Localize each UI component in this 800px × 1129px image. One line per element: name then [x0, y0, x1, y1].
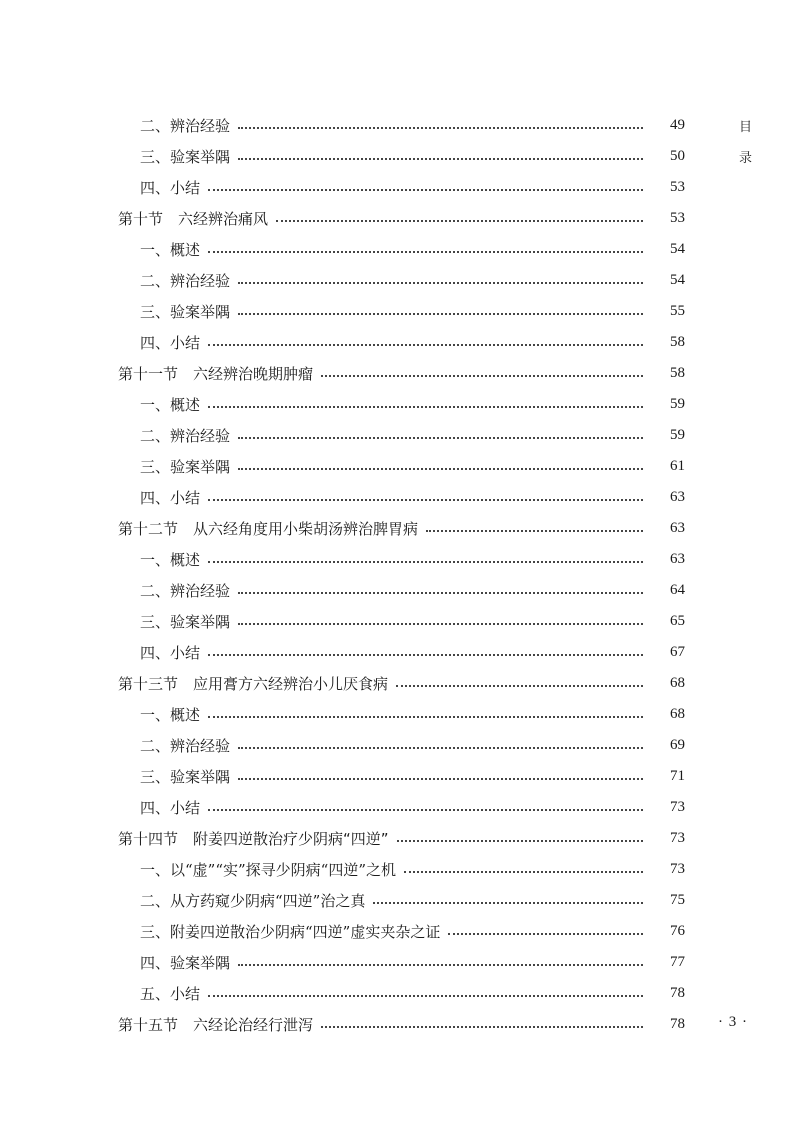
toc-entry-title: 三、验案举隅 — [140, 768, 231, 786]
dot-leader — [208, 344, 643, 346]
toc-entry-page: 54 — [670, 272, 685, 288]
dot-leader — [396, 685, 643, 687]
dot-leader — [208, 251, 643, 253]
toc-entry-title: 一、概述 — [140, 706, 201, 724]
toc-entry-page: 58 — [670, 365, 685, 381]
toc-entry-page: 68 — [670, 675, 685, 691]
toc-section-entry — [0, 823, 800, 854]
toc-entry-page: 63 — [670, 489, 685, 505]
toc-subsection-entry — [0, 606, 800, 637]
dot-leader — [397, 840, 643, 842]
dot-leader — [238, 158, 643, 160]
toc-subsection-entry — [0, 978, 800, 1009]
dot-leader — [404, 871, 643, 873]
toc-entry-page: 54 — [670, 241, 685, 257]
toc-entry-title: 二、辨治经验 — [140, 737, 231, 755]
toc-entry-title: 三、附姜四逆散治少阴病“四逆”虚实夹杂之证 — [140, 923, 441, 941]
toc-entry-title: 第十四节 附姜四逆散治疗少阴病“四逆” — [118, 830, 389, 848]
dot-leader — [208, 561, 643, 563]
toc-entry-title: 第十节 六经辨治痛风 — [118, 210, 269, 228]
dot-leader — [238, 623, 643, 625]
toc-entry-title: 三、验案举隅 — [140, 613, 231, 631]
toc-subsection-entry — [0, 234, 800, 265]
toc-subsection-entry — [0, 296, 800, 327]
dot-leader — [238, 592, 643, 594]
toc-entry-page: 69 — [670, 737, 685, 753]
dot-leader — [208, 499, 643, 501]
dot-leader — [208, 809, 643, 811]
toc-subsection-entry — [0, 761, 800, 792]
dot-leader — [208, 995, 643, 997]
toc-entry-title: 五、小结 — [140, 985, 201, 1003]
toc-entry-title: 一、概述 — [140, 241, 201, 259]
toc-entry-page: 78 — [670, 985, 685, 1001]
dot-leader — [373, 902, 643, 904]
toc-entry-page: 58 — [670, 334, 685, 350]
toc-subsection-entry — [0, 420, 800, 451]
toc-section-entry — [0, 1009, 800, 1040]
toc-subsection-entry — [0, 389, 800, 420]
toc-entry-page: 73 — [670, 799, 685, 815]
toc-section-entry — [0, 203, 800, 234]
toc-entry-page: 50 — [670, 148, 685, 164]
toc-entry-title: 二、辨治经验 — [140, 427, 231, 445]
toc-entry-title: 第十二节 从六经角度用小柴胡汤辨治脾胃病 — [118, 520, 419, 538]
toc-entry-page: 53 — [670, 210, 685, 226]
toc-entry-page: 61 — [670, 458, 685, 474]
dot-leader — [238, 747, 643, 749]
toc-entry-title: 一、以“虚”“实”探寻少阴病“四逆”之机 — [140, 861, 397, 879]
toc-subsection-entry — [0, 172, 800, 203]
dot-leader — [208, 406, 643, 408]
dot-leader — [426, 530, 643, 532]
toc-entry-page: 49 — [670, 117, 685, 133]
dot-leader — [208, 654, 643, 656]
toc-subsection-entry — [0, 885, 800, 916]
toc-entry-page: 73 — [670, 830, 685, 846]
toc-entry-title: 四、小结 — [140, 334, 201, 352]
toc-subsection-entry — [0, 637, 800, 668]
dot-leader — [238, 468, 643, 470]
toc-subsection-entry — [0, 699, 800, 730]
toc-entry-title: 三、验案举隅 — [140, 458, 231, 476]
toc-subsection-entry — [0, 265, 800, 296]
toc-entry-title: 第十一节 六经辨治晚期肿瘤 — [118, 365, 314, 383]
toc-entry-title: 四、小结 — [140, 489, 201, 507]
dot-leader — [321, 1026, 643, 1028]
toc-section-entry — [0, 668, 800, 699]
toc-entry-title: 二、辨治经验 — [140, 272, 231, 290]
toc-entry-title: 四、小结 — [140, 799, 201, 817]
dot-leader — [238, 778, 643, 780]
dot-leader — [208, 189, 643, 191]
toc-entry-page: 63 — [670, 520, 685, 536]
toc-subsection-entry — [0, 544, 800, 575]
dot-leader — [238, 282, 643, 284]
toc-subsection-entry — [0, 947, 800, 978]
page-number: · 3 · — [718, 1014, 748, 1030]
dot-leader — [238, 437, 643, 439]
toc-subsection-entry — [0, 916, 800, 947]
toc-subsection-entry — [0, 792, 800, 823]
toc-entry-page: 78 — [670, 1016, 685, 1032]
toc-entry-page: 59 — [670, 396, 685, 412]
dot-leader — [321, 375, 643, 377]
toc-entry-title: 二、从方药窥少阴病“四逆”治之真 — [140, 892, 366, 910]
toc-entry-page: 68 — [670, 706, 685, 722]
toc-entry-page: 76 — [670, 923, 685, 939]
toc-entry-page: 59 — [670, 427, 685, 443]
dot-leader — [238, 127, 643, 129]
toc-subsection-entry — [0, 451, 800, 482]
toc-subsection-entry — [0, 854, 800, 885]
toc-entry-page: 55 — [670, 303, 685, 319]
side-label-bottom: 录 — [739, 151, 753, 166]
toc-entry-title: 四、验案举隅 — [140, 954, 231, 972]
toc-entry-title: 二、辨治经验 — [140, 582, 231, 600]
toc-subsection-entry — [0, 110, 800, 141]
toc-entry-title: 第十三节 应用膏方六经辨治小儿厌食病 — [118, 675, 389, 693]
toc-entry-title: 四、小结 — [140, 179, 201, 197]
side-label-top: 目 — [739, 120, 753, 135]
dot-leader — [238, 313, 643, 315]
toc-subsection-entry — [0, 482, 800, 513]
toc-entry-page: 53 — [670, 179, 685, 195]
toc-entry-page: 64 — [670, 582, 685, 598]
toc-section-entry — [0, 358, 800, 389]
toc-entry-page: 63 — [670, 551, 685, 567]
toc-section-entry — [0, 513, 800, 544]
toc-subsection-entry — [0, 327, 800, 358]
toc-entry-title: 四、小结 — [140, 644, 201, 662]
toc-subsection-entry — [0, 575, 800, 606]
toc-entry-title: 一、概述 — [140, 551, 201, 569]
toc-entry-title: 三、验案举隅 — [140, 148, 231, 166]
dot-leader — [238, 964, 643, 966]
dot-leader — [448, 933, 643, 935]
toc-entry-page: 75 — [670, 892, 685, 908]
toc-entry-page: 71 — [670, 768, 685, 784]
toc-entry-page: 77 — [670, 954, 685, 970]
toc-entry-page: 67 — [670, 644, 685, 660]
toc-entry-title: 一、概述 — [140, 396, 201, 414]
toc-entry-page: 73 — [670, 861, 685, 877]
dot-leader — [208, 716, 643, 718]
toc-subsection-entry — [0, 141, 800, 172]
toc-entry-title: 第十五节 六经论治经行泄泻 — [118, 1016, 314, 1034]
toc-entry-page: 65 — [670, 613, 685, 629]
toc-entry-title: 三、验案举隅 — [140, 303, 231, 321]
dot-leader — [276, 220, 643, 222]
toc-subsection-entry — [0, 730, 800, 761]
toc-entry-title: 二、辨治经验 — [140, 117, 231, 135]
